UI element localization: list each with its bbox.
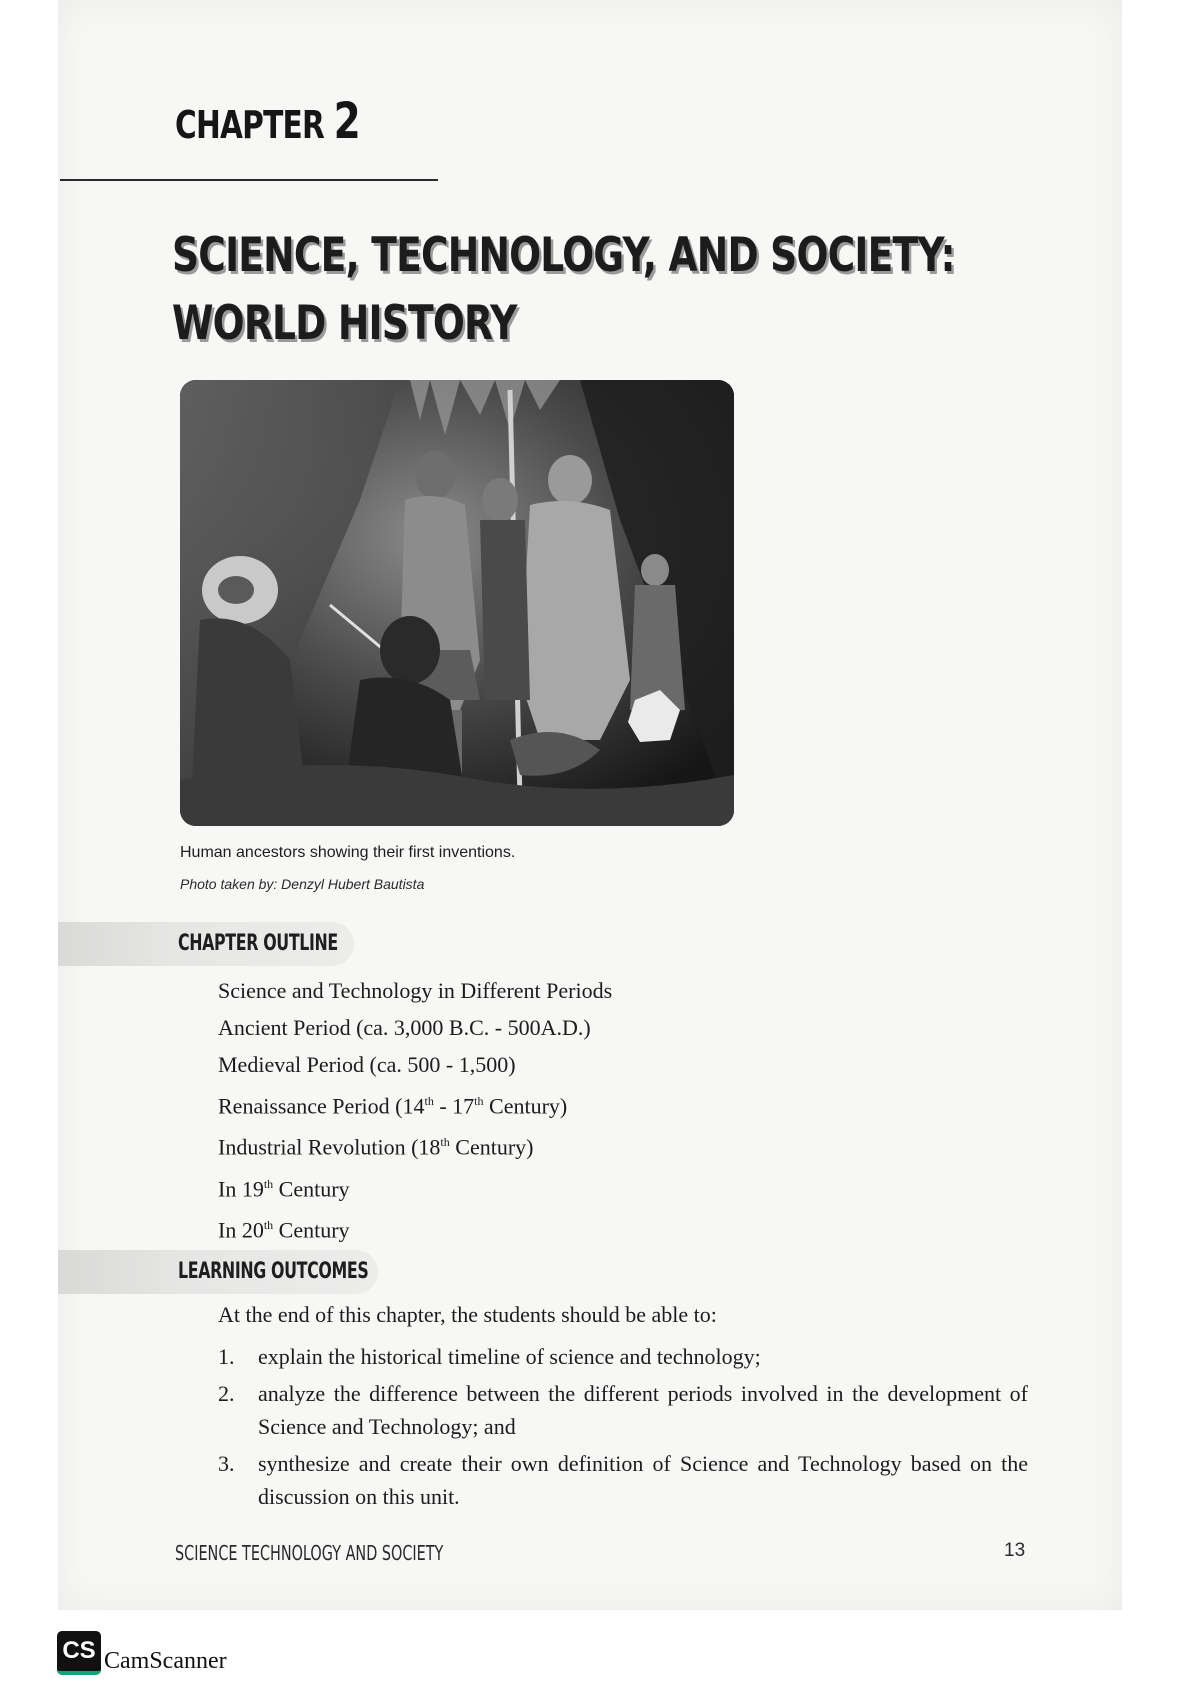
chapter-label: CHAPTER 2 [175,92,360,150]
learning-outcomes-heading-tab [58,1250,378,1294]
cave-diorama-image [180,380,734,826]
chapter-title-line1: SCIENCE, TECHNOLOGY, AND SOCIETY: [172,228,955,283]
outline-item: In 19th Century [218,1175,350,1201]
learning-outcomes-intro: At the end of this chapter, the students should be able to: [218,1302,717,1327]
chapter-number: 2 [333,92,360,150]
outline-item: Medieval Period (ca. 500 - 1,500) [218,1052,516,1077]
outline-item: Science and Technology in Different Periods [218,978,613,1003]
chapter-rule [60,179,438,181]
chapter-outline-heading: CHAPTER OUTLINE [178,931,338,956]
chapter-outline-list [218,972,612,1248]
camscanner-watermark-text: CamScanner [104,1648,227,1674]
chapter-title-line2: WORLD HISTORY [172,296,517,351]
figure-caption: Human ancestors showing their first inventions. [180,844,516,861]
outline-item: Renaissance Period (14th - 17th Century) [218,1093,568,1119]
page-number: 13 [1004,1540,1026,1561]
camscanner-logo-icon: CS [57,1631,101,1675]
learning-outcomes-heading: LEARNING OUTCOMES [178,1259,369,1284]
running-footer-title: SCIENCE TECHNOLOGY AND SOCIETY [175,1541,444,1565]
chapter-outline-heading-tab [58,922,354,966]
outcome-item: 2. analyze the difference between the different periods involved in the development of Science and Technology; and [218,1381,1028,1439]
learning-outcomes-list [218,1340,1028,1517]
outline-item: Ancient Period (ca. 3,000 B.C. - 500A.D.) [218,1015,591,1040]
outline-item: Industrial Revolution (18th Century) [218,1134,534,1160]
outcome-item: 3. synthesize and create their own definition of Science and Technology based on the discussion on this unit. [218,1451,1028,1509]
chapter-title [172,222,955,358]
figure-credit: Photo taken by: Denzyl Hubert Bautista [180,876,425,892]
outline-item: In 20th Century [218,1217,350,1243]
outcome-item: 1. explain the historical timeline of science and technology; [218,1344,761,1369]
